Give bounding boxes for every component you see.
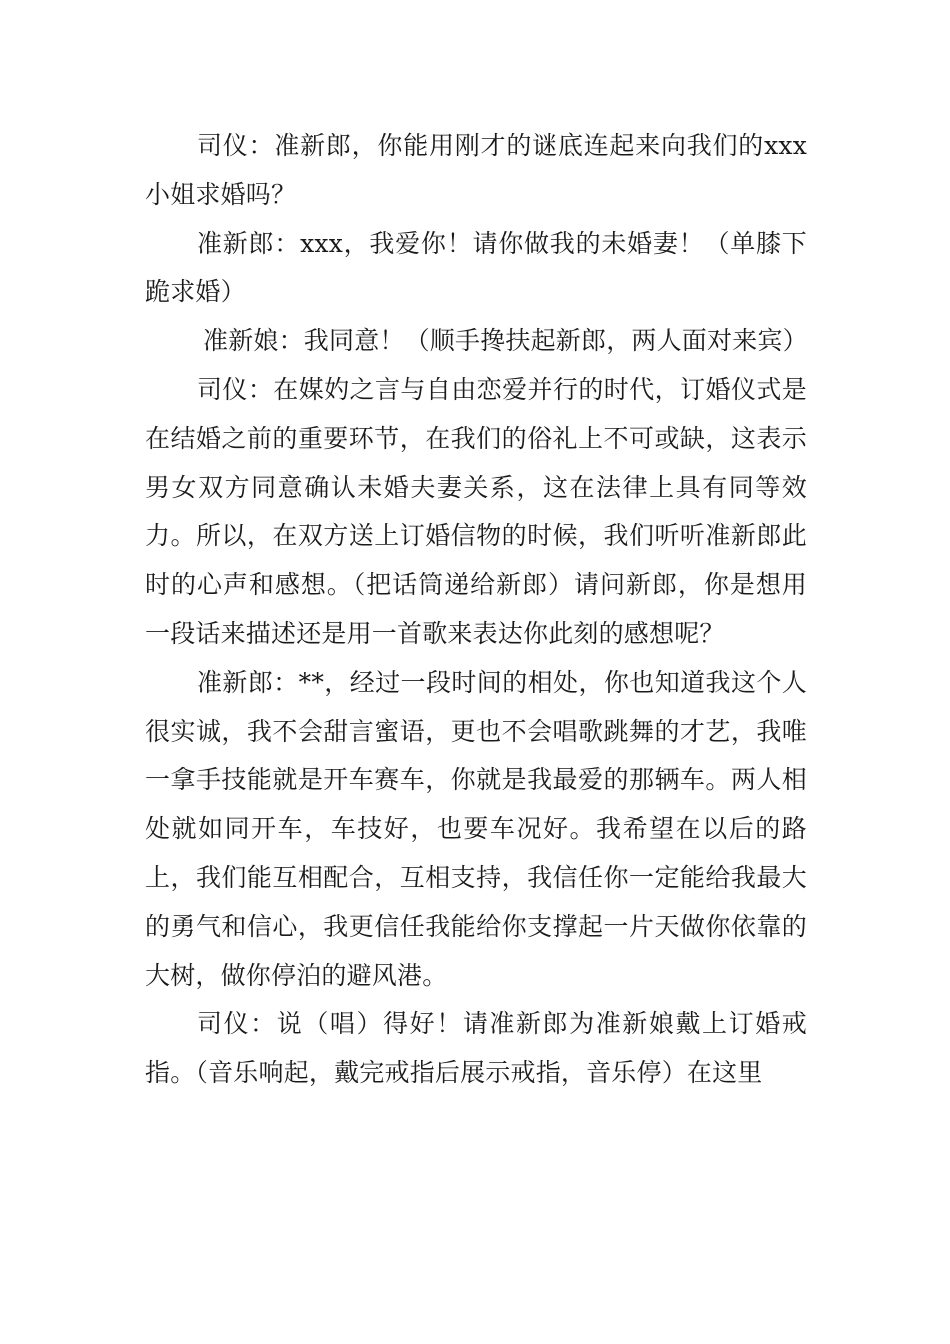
paragraph-bride-acceptance: 准新娘：我同意！（顺手搀扶起新郎，两人面对来宾） xyxy=(203,326,808,356)
paragraph-groom-proposal: 准新郎：xxx，我爱你！请你做我的未婚妻！（单膝下跪求婚） xyxy=(145,228,807,307)
paragraph-host-engagement-speech: 司仪：在媒妁之言与自由恋爱并行的时代，订婚仪式是在结婚之前的重要环节，在我们的俗礼上不可或缺，这表示男女双方同意确认未婚夫妻关系，这在法律上具有同等效力。所以，在双方送上订婚信物的时候，我们听听准新郎此时的心声和感想。（把话筒递给新郎）请问新郎，你是想用一段话来描述还是用一首歌来表达你此刻的感想呢？ xyxy=(145,374,807,648)
paragraph-host-proposal-prompt: 司仪：准新郎，你能用刚才的谜底连起来向我们的xxx小姐求婚吗？ xyxy=(145,131,807,209)
paragraph-groom-speech: 准新郎：**，经过一段时间的相处，你也知道我这个人很实诚，我不会甜言蜜语，更也不会唱歌跳舞的才艺，我唯一拿手技能就是开车赛车，你就是我最爱的那辆车。两人相处就如同开车，车技好，也要车况好。我希望在以后的路上，我们能互相配合，互相支持，我信任你一定能给我最大的勇气和信心，我更信任我能给你支撑起一片天做你依靠的大树，做你停泊的避风港。 xyxy=(145,667,807,990)
document-body xyxy=(145,122,807,1098)
paragraph-host-ring-ceremony: 司仪：说（唱）得好！请准新郎为准新娘戴上订婚戒指。（音乐响起，戴完戒指后展示戒指，音乐停）在这里 xyxy=(145,1009,807,1088)
